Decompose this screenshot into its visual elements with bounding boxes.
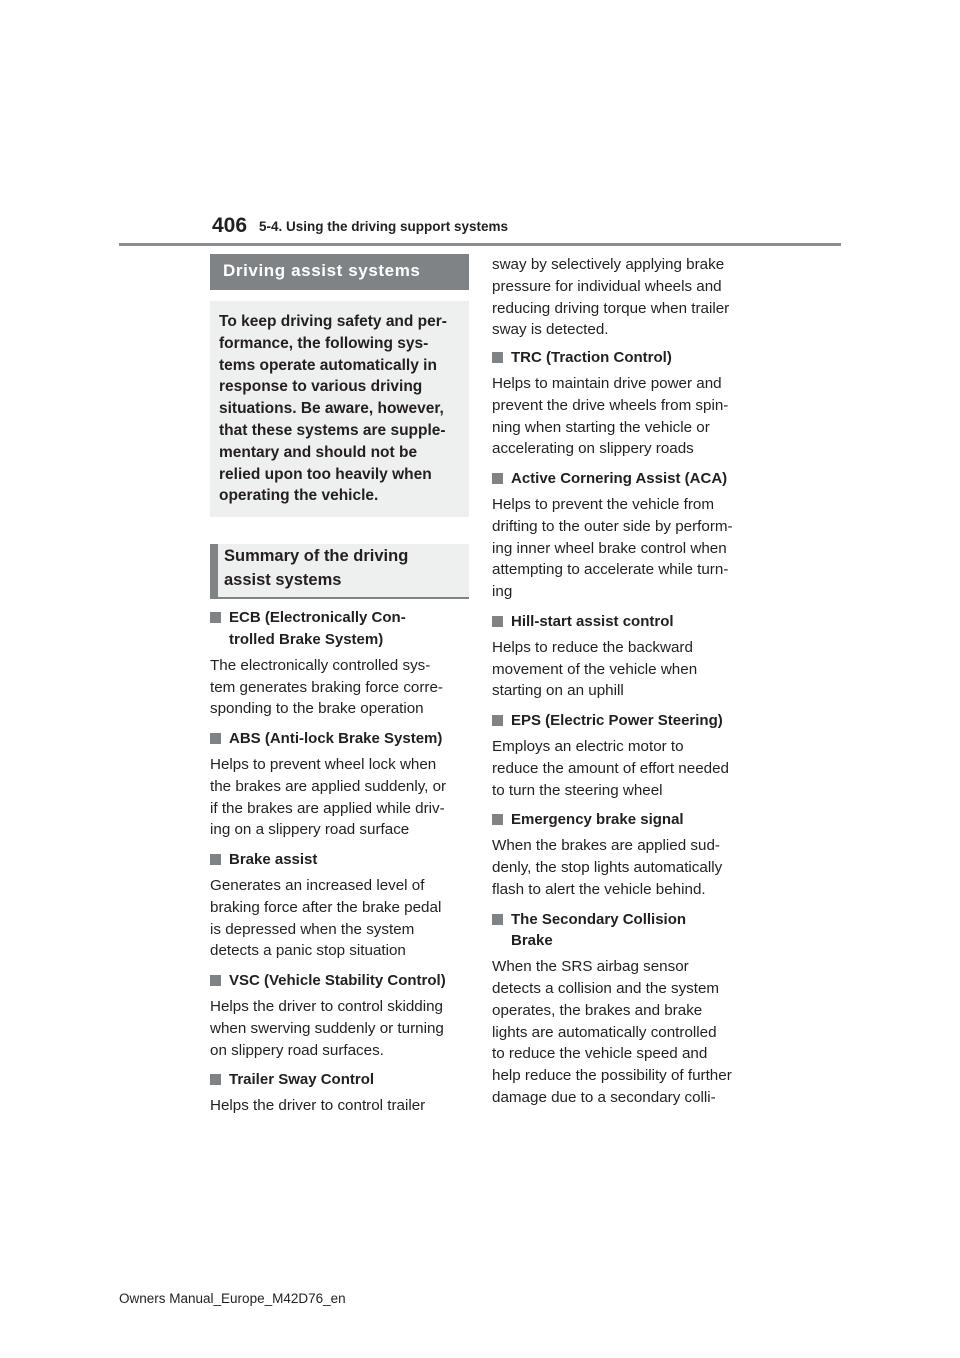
item-body: Helps to reduce the backward movement of the vehicle when starting on an uphill	[492, 638, 698, 700]
list-item	[492, 909, 752, 1109]
list-item	[492, 347, 752, 460]
item-body: Helps to prevent the vehicle from drifting to the outer side by perform- ing inner wheel brake control when attempting to accelerate while turn- ing	[492, 495, 733, 601]
intro-box	[210, 301, 469, 517]
item-body: Helps to maintain drive power and prevent the drive wheels from spin- ning when starting the vehicle or accelerating on slippery roads	[492, 374, 729, 458]
item-body: Helps to prevent wheel lock when the brakes are applied suddenly, or if the brakes are applied while driv- ing on a slippery road surface	[210, 755, 447, 839]
item-body: Generates an increased level of braking force after the brake pedal is depressed when the system detects a panic stop situation	[210, 876, 442, 960]
square-bullet-icon	[210, 612, 221, 623]
square-bullet-icon	[492, 715, 503, 726]
square-bullet-icon	[210, 1074, 221, 1085]
item-title	[492, 909, 752, 953]
square-bullet-icon	[492, 473, 503, 484]
item-title-text: ABS (Anti-lock Brake System)	[229, 730, 443, 748]
item-body: Helps the driver to control trailer	[210, 1097, 426, 1115]
item-body: Helps the driver to control skidding when swerving suddenly or turning on slippery road surfaces.	[210, 997, 444, 1059]
list-item	[492, 611, 752, 702]
item-title-text: TRC (Traction Control)	[511, 349, 672, 367]
item-title	[210, 1069, 469, 1091]
item-title	[492, 809, 752, 831]
section-title: 5-4. Using the driving support systems	[259, 219, 509, 234]
page-number: 406	[212, 214, 248, 237]
item-title-text: Brake assist	[229, 851, 318, 869]
left-column	[210, 254, 469, 1117]
right-item-list	[492, 347, 752, 1109]
square-bullet-icon	[210, 975, 221, 986]
item-title-text: VSC (Vehicle Stability Control)	[229, 972, 446, 990]
footer-text: Owners Manual_Europe_M42D76_en	[119, 1291, 346, 1306]
list-item	[492, 710, 752, 801]
list-item	[210, 1069, 469, 1117]
continuation-text: sway by selectively applying brake pressure for individual wheels and reducing driving torque when trailer sway is detected.	[492, 256, 730, 339]
header-rule	[119, 243, 841, 246]
item-body: When the brakes are applied sud- denly, the stop lights automatically flash to alert the vehicle behind.	[492, 837, 723, 898]
item-title	[492, 611, 752, 633]
item-title-text: Active Cornering Assist (ACA)	[511, 470, 728, 488]
square-bullet-icon	[492, 814, 503, 825]
square-bullet-icon	[210, 854, 221, 865]
square-bullet-icon	[492, 352, 503, 363]
item-title	[210, 607, 469, 651]
list-item	[492, 468, 752, 603]
item-title-text: Trailer Sway Control	[229, 1071, 375, 1089]
item-title-text: The Secondary Collision Brake	[511, 910, 687, 950]
right-column	[492, 254, 752, 1109]
item-title	[210, 970, 469, 992]
item-title-text: EPS (Electric Power Steering)	[511, 712, 723, 730]
item-title-text: Hill-start assist control	[511, 612, 674, 630]
driving-assist-banner: Driving assist systems	[210, 254, 469, 290]
item-body: When the SRS airbag sensor detects a collision and the system operates, the brakes and brake lights are automatically controlled to reduce the vehicle speed and help reduce the possibility of further damage due to a secondary colli-	[492, 958, 732, 1106]
item-body: Employs an electric motor to reduce the amount of effort needed to turn the steering wheel	[492, 737, 729, 799]
list-item	[210, 607, 469, 720]
item-title	[492, 347, 752, 369]
square-bullet-icon	[492, 914, 503, 925]
summary-heading-text: Summary of the driving assist systems	[224, 547, 409, 589]
item-title	[492, 710, 752, 732]
item-title	[210, 728, 469, 750]
summary-heading	[210, 544, 469, 599]
item-title-text: Emergency brake signal	[511, 811, 684, 829]
list-item	[210, 849, 469, 962]
square-bullet-icon	[210, 733, 221, 744]
item-body: The electronically controlled sys- tem generates braking force corre- sponding to the brake operation	[210, 656, 443, 718]
square-bullet-icon	[492, 616, 503, 627]
left-item-list	[210, 607, 469, 1117]
list-item	[210, 970, 469, 1061]
item-title-text: ECB (Electronically Con- trolled Brake System)	[229, 609, 406, 648]
item-title	[210, 849, 469, 871]
list-item	[492, 809, 752, 900]
intro-text: To keep driving safety and per- formance, the following sys- tems operate automatically in response to various driving situations. Be aware, however, that these systems are supple- mentary and should not be relied upon too heavily when operating the vehicle.	[219, 313, 447, 505]
list-item	[210, 728, 469, 841]
item-title	[492, 468, 752, 490]
